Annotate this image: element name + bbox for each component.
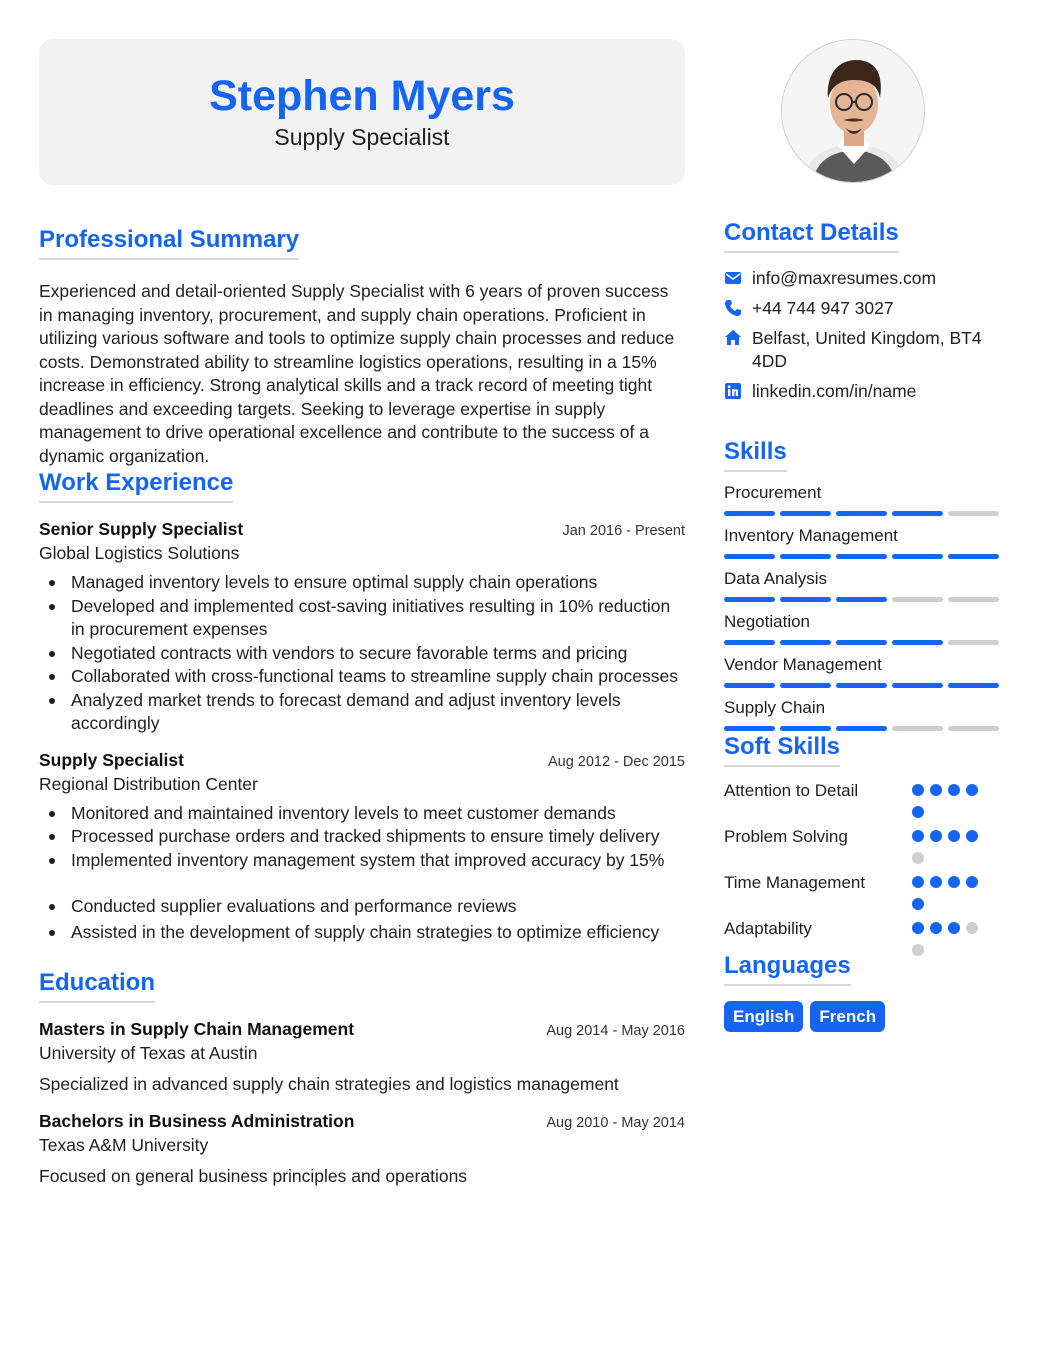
- bullet-item: Collaborated with cross-functional teams to streamline supply chain processes: [39, 665, 685, 689]
- degree-title: Masters in Supply Chain Management: [39, 1019, 355, 1039]
- skill-name: Vendor Management: [724, 655, 882, 674]
- skill-level-bar: [724, 554, 1004, 559]
- skill-level-segment: [780, 726, 831, 731]
- rating-dot: [930, 922, 942, 934]
- degree-title: Bachelors in Business Administration: [39, 1110, 355, 1131]
- skill-level-bar: [724, 683, 1004, 688]
- envelope-icon: [724, 269, 742, 287]
- skill-level-segment: [948, 554, 999, 559]
- profile-photo: [781, 39, 925, 183]
- skill-level-segment: [892, 511, 943, 516]
- skill-level-segment: [724, 597, 775, 602]
- avatar-illustration: [782, 40, 925, 183]
- soft-skills-section: [724, 732, 1004, 956]
- rating-dot: [912, 852, 924, 864]
- rating-dot: [966, 922, 978, 934]
- experience-heading: Work Experience: [39, 468, 233, 503]
- languages-heading: Languages: [724, 951, 851, 986]
- skill-item: [724, 482, 1004, 516]
- sidebar: [724, 39, 1004, 1032]
- candidate-name: Stephen Myers: [209, 72, 515, 120]
- rating-dot: [912, 898, 924, 910]
- skill-item: [724, 525, 1004, 559]
- rating-dot: [912, 944, 924, 956]
- rating-dot: [930, 830, 942, 842]
- skill-level-segment: [724, 554, 775, 559]
- skill-name: Supply Chain: [724, 698, 826, 717]
- soft-skills-list: [724, 779, 1004, 956]
- bullet-item: Processed purchase orders and tracked shipments to ensure timely delivery: [39, 825, 685, 849]
- skills-heading: Skills: [724, 437, 787, 472]
- skill-level-segment: [892, 683, 943, 688]
- rating-dot: [912, 922, 924, 934]
- contact-phone[interactable]: [724, 297, 1004, 320]
- school-name: University of Texas at Austin: [39, 1043, 258, 1063]
- bullet-item: Implemented inventory management system that improved accuracy by 15%: [39, 849, 685, 873]
- rating-dot: [948, 876, 960, 888]
- job-bullets: [39, 571, 685, 736]
- skill-level-bar: [724, 511, 1004, 516]
- skill-level-segment: [724, 683, 775, 688]
- rating-dot: [912, 830, 924, 842]
- rating-dot: [966, 876, 978, 888]
- soft-skill-name: Adaptability: [724, 919, 812, 938]
- skill-level-segment: [948, 640, 999, 645]
- skill-level-segment: [780, 597, 831, 602]
- skill-item: [724, 611, 1004, 645]
- skill-level-segment: [724, 640, 775, 645]
- skill-level-segment: [948, 683, 999, 688]
- skill-level-segment: [836, 554, 887, 559]
- skill-level-segment: [892, 597, 943, 602]
- job-title: Supply Specialist: [39, 749, 184, 770]
- skills-section: [724, 437, 1004, 731]
- skill-level-segment: [780, 640, 831, 645]
- language-badge: English: [724, 1001, 803, 1032]
- education-date: Aug 2010 - May 2014: [546, 1114, 685, 1131]
- soft-skill-name: Time Management: [724, 873, 866, 892]
- contact-heading: Contact Details: [724, 218, 899, 253]
- skill-name: Procurement: [724, 483, 822, 502]
- skill-level-segment: [780, 511, 831, 516]
- candidate-title: Supply Specialist: [274, 124, 450, 150]
- home-icon: [724, 329, 742, 347]
- job-bullets: [39, 802, 685, 945]
- job-date: Aug 2012 - Dec 2015: [547, 753, 685, 770]
- soft-skills-heading: Soft Skills: [724, 732, 840, 767]
- education-entry: [39, 1109, 685, 1189]
- main-column: [39, 39, 685, 1188]
- bullet-item: Negotiated contracts with vendors to secure favorable terms and pricing: [39, 642, 685, 666]
- rating-dot: [948, 830, 960, 842]
- rating-dot: [930, 876, 942, 888]
- soft-skill-rating: [912, 917, 990, 956]
- skill-level-segment: [724, 511, 775, 516]
- skill-name: Inventory Management: [724, 526, 898, 545]
- experience-section: [39, 468, 685, 944]
- rating-dot: [966, 830, 978, 842]
- skill-level-segment: [724, 726, 775, 731]
- skill-item: [724, 697, 1004, 731]
- skill-level-segment: [836, 597, 887, 602]
- rating-dot: [930, 784, 942, 796]
- rating-dot: [912, 784, 924, 796]
- skill-level-segment: [892, 640, 943, 645]
- skill-name: Data Analysis: [724, 569, 827, 588]
- school-name: Texas A&M University: [39, 1134, 209, 1155]
- contact-linkedin[interactable]: [724, 380, 1004, 403]
- skill-level-segment: [948, 511, 999, 516]
- contact-email[interactable]: [724, 267, 1004, 290]
- soft-skill-item: [724, 871, 1004, 910]
- education-description: Specialized in advanced supply chain strategies and logistics management: [39, 1074, 619, 1094]
- languages-list: [724, 1001, 1004, 1032]
- skill-level-bar: [724, 726, 1004, 731]
- soft-skill-item: [724, 779, 1004, 818]
- language-badge: French: [810, 1001, 885, 1032]
- skill-level-segment: [836, 726, 887, 731]
- skill-level-segment: [780, 683, 831, 688]
- skill-level-segment: [836, 683, 887, 688]
- skill-level-bar: [724, 597, 1004, 602]
- soft-skill-name: Attention to Detail: [724, 781, 859, 800]
- phone-icon: [724, 299, 742, 317]
- job-company: Regional Distribution Center: [39, 773, 258, 794]
- skill-name: Negotiation: [724, 612, 811, 631]
- bullet-item: Monitored and maintained inventory levels to meet customer demands: [39, 802, 685, 826]
- rating-dot: [948, 922, 960, 934]
- job-date: Jan 2016 - Present: [562, 523, 685, 539]
- soft-skill-item: [724, 825, 1004, 864]
- rating-dot: [948, 784, 960, 796]
- phone-text: +44 744 947 3027: [752, 298, 894, 318]
- education-entry: [39, 1017, 685, 1097]
- skill-level-segment: [892, 726, 943, 731]
- skill-level-segment: [948, 597, 999, 602]
- job-entry: [39, 517, 685, 736]
- bullet-item: Managed inventory levels to ensure optimal supply chain operations: [39, 571, 685, 595]
- bullet-item: Analyzed market trends to forecast demand and adjust inventory levels accordingly: [39, 689, 685, 736]
- rating-dot: [966, 784, 978, 796]
- education-date: Aug 2014 - May 2016: [546, 1023, 685, 1039]
- skill-item: [724, 568, 1004, 602]
- job-title: Senior Supply Specialist: [39, 519, 244, 539]
- education-section: [39, 968, 685, 1188]
- job-company: Global Logistics Solutions: [39, 543, 240, 563]
- soft-skill-rating: [912, 825, 990, 864]
- rating-dot: [912, 876, 924, 888]
- summary-text: Experienced and detail-oriented Supply Specialist with 6 years of proven success in managing inventory, procurement, and supply chain operations. Proficient in utilizing various software and tools to optimize supply chain processes and reduce costs. Demonstrated ability to streamline logistics operations, resulting in a 15% increase in efficiency. Strong analytical skills and a track record of meeting tight deadlines and exceeding targets. Seeking to leverage expertise in supply management to drive operational excellence and contribute to the success of a dynamic organization.: [39, 281, 675, 466]
- skill-level-segment: [892, 554, 943, 559]
- summary-section: [39, 225, 685, 468]
- soft-skill-name: Problem Solving: [724, 827, 848, 846]
- email-text: info@maxresumes.com: [752, 268, 937, 288]
- education-description: Focused on general business principles and operations: [39, 1165, 468, 1186]
- skill-item: [724, 654, 1004, 688]
- skills-list: [724, 482, 1004, 731]
- soft-skill-rating: [912, 779, 990, 818]
- languages-section: [724, 951, 1004, 1032]
- contact-address: [724, 327, 1004, 373]
- skill-level-segment: [836, 640, 887, 645]
- rating-dot: [912, 806, 924, 818]
- job-entry: [39, 748, 685, 945]
- soft-skill-rating: [912, 871, 990, 910]
- bullet-item: Assisted in the development of supply chain strategies to optimize efficiency: [39, 921, 685, 945]
- skill-level-segment: [836, 511, 887, 516]
- address-text: Belfast, United Kingdom, BT4 4DD: [752, 328, 982, 371]
- linkedin-text: linkedin.com/in/name: [752, 381, 917, 401]
- skill-level-segment: [780, 554, 831, 559]
- summary-heading: Professional Summary: [39, 225, 299, 260]
- skill-level-bar: [724, 640, 1004, 645]
- linkedin-icon: [724, 382, 742, 400]
- contact-section: [724, 218, 1004, 403]
- header: [39, 39, 685, 185]
- education-heading: Education: [39, 968, 155, 1003]
- skill-level-segment: [948, 726, 999, 731]
- bullet-item: Developed and implemented cost-saving initiatives resulting in 10% reduction in procurement expenses: [39, 595, 685, 642]
- bullet-item: Conducted supplier evaluations and performance reviews: [39, 895, 685, 919]
